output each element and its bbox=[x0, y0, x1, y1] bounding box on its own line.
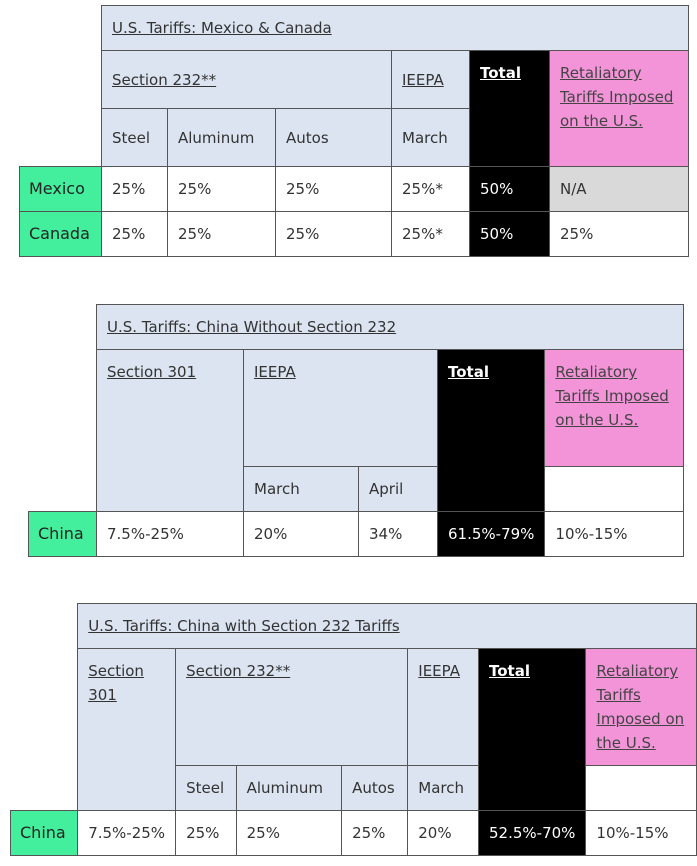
april-header: April bbox=[359, 467, 438, 512]
march-header: March bbox=[392, 109, 470, 167]
aluminum-header: Aluminum bbox=[236, 766, 341, 811]
total-cell: 50% bbox=[470, 212, 550, 257]
total-header bbox=[470, 51, 550, 167]
table-title[interactable]: U.S. Tariffs: Mexico & Canada bbox=[102, 6, 689, 51]
steel-cell: 25% bbox=[102, 212, 168, 257]
steel-cell: 25% bbox=[176, 811, 237, 856]
march-cell: 20% bbox=[408, 811, 479, 856]
country-cell: Canada bbox=[20, 212, 102, 257]
table-title[interactable]: U.S. Tariffs: China with Section 232 Tariffs bbox=[78, 604, 697, 649]
tariffs-china-with-232-table bbox=[10, 603, 697, 856]
total-header-link[interactable]: Total bbox=[489, 662, 530, 680]
aluminum-cell: 25% bbox=[168, 212, 276, 257]
retaliatory-header[interactable]: Retaliatory Tariffs Imposed on the U.S. bbox=[550, 51, 689, 167]
table-row-canada bbox=[20, 212, 689, 257]
table-row-mexico bbox=[20, 167, 689, 212]
aluminum-cell: 25% bbox=[168, 167, 276, 212]
total-header-link[interactable]: Total bbox=[448, 363, 489, 381]
total-cell: 61.5%-79% bbox=[438, 512, 545, 557]
march-header: March bbox=[244, 467, 359, 512]
aluminum-cell: 25% bbox=[236, 811, 341, 856]
section-301-header[interactable]: Section 301 bbox=[97, 350, 244, 512]
table-row-china bbox=[11, 811, 697, 856]
aluminum-header: Aluminum bbox=[168, 109, 276, 167]
table-title[interactable]: U.S. Tariffs: China Without Section 232 bbox=[97, 305, 684, 350]
march-header: March bbox=[408, 766, 479, 811]
country-cell: China bbox=[11, 811, 78, 856]
retaliatory-header[interactable]: Retaliatory Tariffs Imposed on the U.S. bbox=[586, 649, 697, 766]
country-cell: Mexico bbox=[20, 167, 102, 212]
march-cell: 25%* bbox=[392, 212, 470, 257]
ieepa-header[interactable]: IEEPA bbox=[244, 350, 438, 467]
steel-cell: 25% bbox=[102, 167, 168, 212]
retaliatory-cell: N/A bbox=[550, 167, 689, 212]
section-301-cell: 7.5%-25% bbox=[97, 512, 244, 557]
section-232-header[interactable]: Section 232** bbox=[176, 649, 408, 766]
autos-header: Autos bbox=[342, 766, 408, 811]
retaliatory-cell: 25% bbox=[550, 212, 689, 257]
section-301-cell: 7.5%-25% bbox=[78, 811, 176, 856]
march-cell: 25%* bbox=[392, 167, 470, 212]
ieepa-header[interactable]: IEEPA bbox=[392, 51, 470, 109]
total-header-link[interactable]: Total bbox=[480, 64, 521, 82]
retaliatory-cell: 10%-15% bbox=[545, 512, 684, 557]
april-cell: 34% bbox=[359, 512, 438, 557]
country-cell: China bbox=[29, 512, 97, 557]
ieepa-header[interactable]: IEEPA bbox=[408, 649, 479, 766]
section-301-header[interactable]: Section 301 bbox=[78, 649, 176, 811]
retaliatory-blank-cell bbox=[545, 467, 684, 512]
total-cell: 52.5%-70% bbox=[479, 811, 586, 856]
retaliatory-blank-cell bbox=[586, 766, 697, 811]
table-row-china bbox=[29, 512, 684, 557]
march-cell: 20% bbox=[244, 512, 359, 557]
blank-corner bbox=[20, 6, 102, 51]
retaliatory-cell: 10%-15% bbox=[586, 811, 697, 856]
total-header bbox=[479, 649, 586, 811]
steel-header: Steel bbox=[102, 109, 168, 167]
autos-header: Autos bbox=[276, 109, 392, 167]
autos-cell: 25% bbox=[342, 811, 408, 856]
autos-cell: 25% bbox=[276, 212, 392, 257]
tariffs-china-without-232-table bbox=[28, 304, 684, 557]
retaliatory-header[interactable]: Retaliatory Tariffs Imposed on the U.S. bbox=[545, 350, 684, 467]
steel-header: Steel bbox=[176, 766, 237, 811]
section-232-header[interactable]: Section 232** bbox=[102, 51, 392, 109]
autos-cell: 25% bbox=[276, 167, 392, 212]
tariffs-mexico-canada-table bbox=[19, 5, 689, 257]
total-cell: 50% bbox=[470, 167, 550, 212]
total-header bbox=[438, 350, 545, 512]
